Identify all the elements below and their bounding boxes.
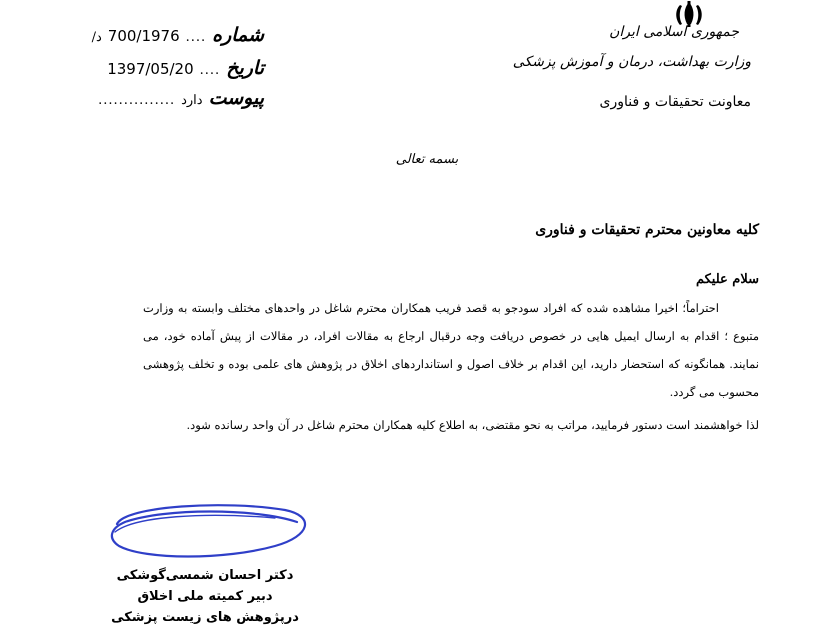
letter-date-value: 1397/05/20 (107, 60, 194, 78)
letter-attachment-label: پیوست (208, 87, 264, 109)
letter-body (143, 294, 759, 406)
ministry-country-name: جمهوری اسلامی ایران (609, 24, 739, 40)
handwritten-signature-icon (105, 502, 315, 562)
letter-attachment-dots: ............... (98, 93, 176, 108)
letter-attachment-value: دارد (181, 93, 203, 108)
letter-date-dots-start: .... (199, 63, 221, 78)
letter-number-suffix: د/ (91, 30, 102, 45)
letter-number-row (92, 24, 264, 46)
letter-recipient: کلیه معاونین محترم تحقیقات و فناوری (535, 222, 759, 238)
letter-greeting: سلام علیکم (695, 272, 759, 287)
letter-date-row (107, 57, 264, 79)
bismillah-heading: بسمه تعالی (395, 152, 459, 167)
letter-date-label: تاریخ (226, 57, 264, 79)
deputy-office-name: معاونت تحقیقات و فناوری (599, 94, 751, 110)
ministry-name: وزارت بهداشت، درمان و آموزش پزشکی (512, 54, 751, 70)
letter-number-value: 700/1976 (107, 27, 180, 45)
letter-number-dots-start: .... (185, 30, 207, 45)
letter-attachment-row (98, 87, 264, 109)
letter-closing: لذا خواهشمند است دستور فرمایید، مراتب به نحو مقتضی، به اطلاع کلیه همکاران محترم شاغل در آن واحد رسانده شود. (186, 418, 759, 432)
letter-body-paragraph: احتراماً؛ اخیرا مشاهده شده که افراد سودجو به قصد فریب همکاران محترم شاغل در واحدهای مختلف وابسته به وزارت متبوع ؛ اقدام به ارسال ایمیل هایی در خصوص دریافت وجه درقبال ارجاع به مقالات افراد، در مقالات از پیش آماده خود، می نمایند. همانگونه که استحضار دارید، این اقدام بر خلاف اصول و استانداردهای اخلاق در پژوهش های علمی بوده و تخلف پژوهشی محسوب می گردد. (143, 301, 759, 399)
signatory-name: دکتر احسان شمسی‌گوشکی (116, 568, 294, 583)
signatory-title: دبیر کمیته ملی اخلاق (137, 589, 273, 604)
signatory-committee: درپژوهش های زیست پزشکی (111, 610, 299, 625)
letter-number-label: شماره (212, 24, 264, 46)
